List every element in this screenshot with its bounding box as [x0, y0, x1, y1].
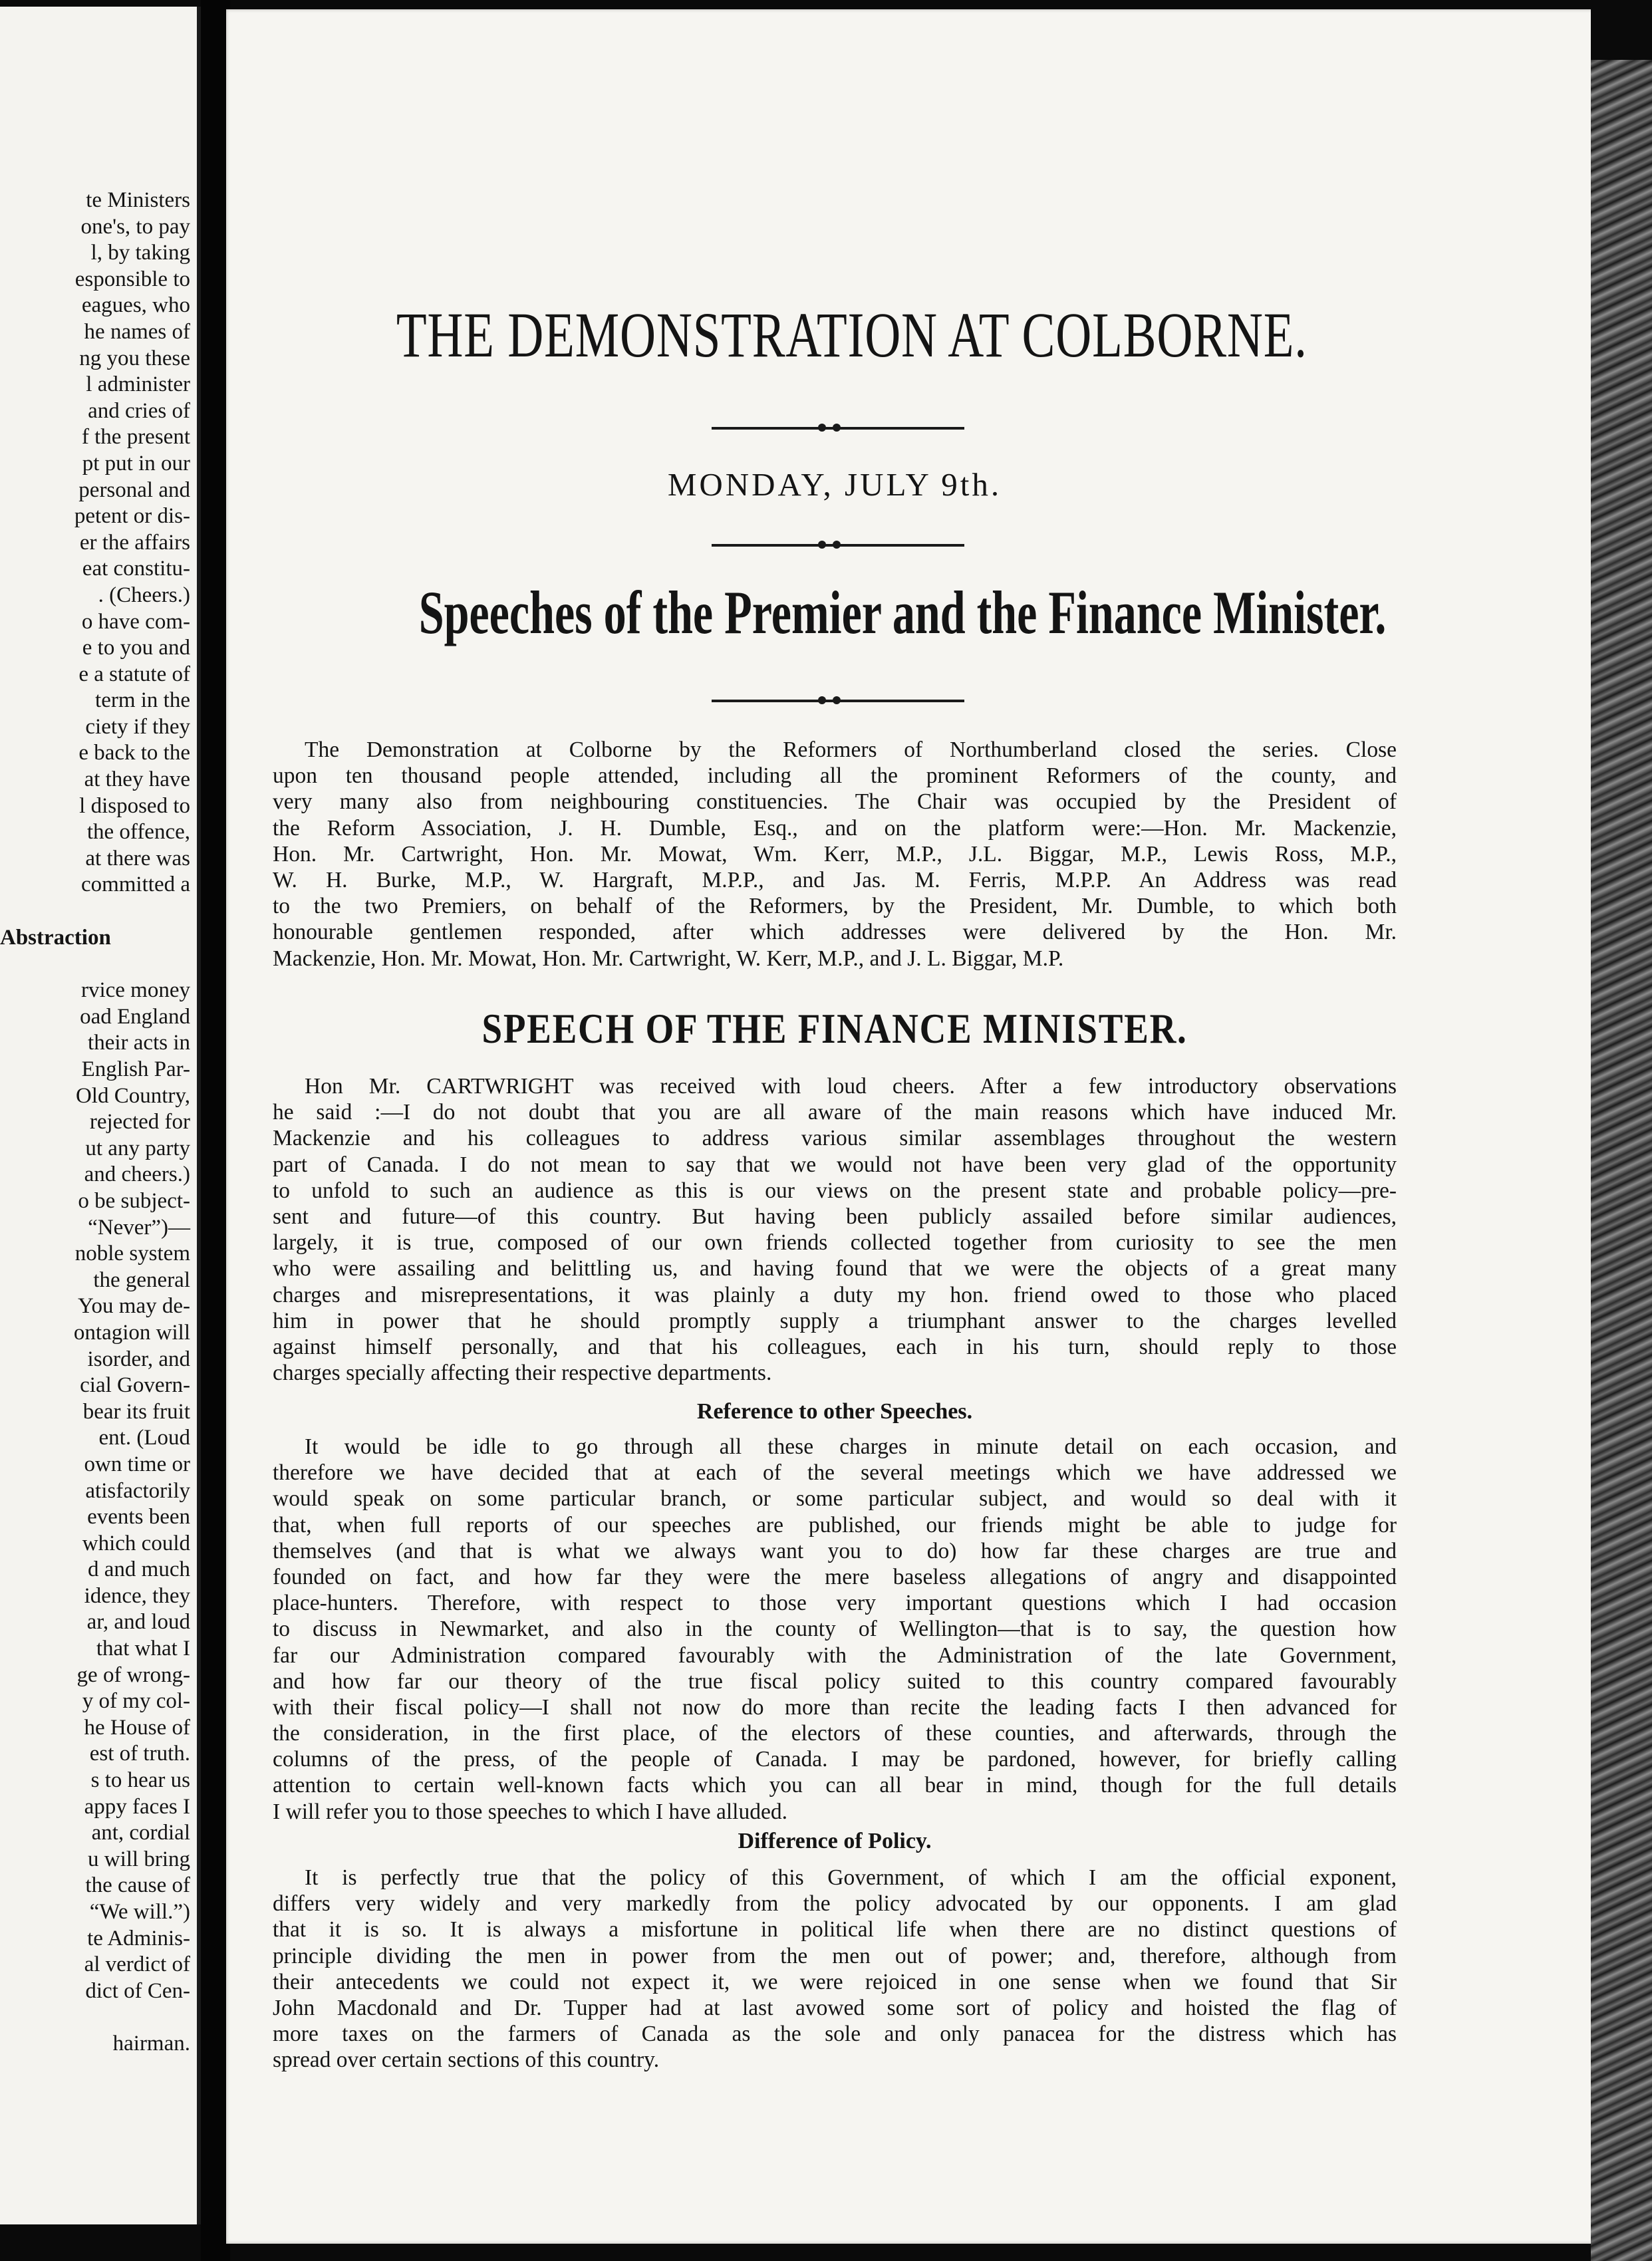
text-line: Hon. Mr. Cartwright, Hon. Mr. Mowat, Wm. Kerr, M.P., J.L. Biggar, M.P., Lewis Ross, M.P.,: [273, 841, 1397, 866]
speech-heading: SPEECH OF THE FINANCE MINISTER.: [482, 1005, 1188, 1052]
text-line: him in power that he should promptly supply a triumphant answer to the charges levelled: [273, 1308, 1397, 1333]
left-gap: [0, 952, 190, 978]
text-line: that it is so. It is always a misfortune in political life when there are no distinct questions of: [273, 1917, 1397, 1942]
left-text-line: English Par-: [81, 1057, 190, 1081]
left-text-line: o have com-: [81, 609, 190, 634]
left-text-line: one's, to pay: [80, 214, 190, 239]
left-text-line: ent. (Loud: [98, 1426, 190, 1450]
left-text-line: s to hear us: [90, 1768, 190, 1793]
left-text-line: he House of: [84, 1715, 190, 1740]
left-text-line: . (Cheers.): [98, 583, 190, 607]
text-line: founded on fact, and how far they were the mere baseless allegations of angry and disappointed: [273, 1564, 1397, 1589]
text-line: Mackenzie and his colleagues to address various similar assemblages throughout the western: [273, 1126, 1397, 1151]
left-text-line: ciety if they: [85, 714, 190, 739]
text-line: against himself personally, and that his colleagues, each in his turn, should reply to those: [273, 1334, 1397, 1359]
text-line: to discuss in Newmarket, and also in the county of Wellington—that is to say, the question how: [273, 1617, 1397, 1642]
subheading-reference: Reference to other Speeches.: [696, 1399, 973, 1424]
left-text-line: rejected for: [89, 1110, 190, 1134]
left-text-line: esponsible to: [74, 267, 190, 291]
left-section-heading: Abstraction: [0, 926, 111, 950]
book-edge-shadow: [1591, 0, 1652, 60]
text-line: The Demonstration at Colborne by the Reformers of Northumberland closed the series. Close: [305, 737, 1397, 762]
left-text-line: ge of wrong-: [76, 1662, 190, 1687]
left-page-fragment: [0, 7, 201, 2224]
left-text-line: events been: [87, 1505, 190, 1530]
left-text-line: al verdict of: [84, 1952, 190, 1977]
text-line: would speak on some particular branch, or some particular subject, and would so deal with it: [273, 1486, 1397, 1512]
left-text-line: You may de-: [78, 1294, 190, 1319]
ornamental-rule: [712, 544, 964, 547]
document-date: MONDAY, JULY 9th.: [667, 466, 1002, 503]
text-line: very many also from neighbouring constituencies. The Chair was occupied by the President of: [273, 789, 1397, 815]
left-text-line: at there was: [85, 846, 190, 870]
text-line: charges specially affecting their respective departments.: [273, 1361, 772, 1386]
left-text-line: oad England: [80, 1004, 190, 1029]
left-text-line: ng you these: [79, 346, 190, 370]
left-text-line: ontagion will: [73, 1320, 190, 1345]
left-text-line: ar, and loud: [86, 1610, 190, 1635]
left-text-line: their acts in: [88, 1031, 190, 1055]
left-text-line: eat constitu-: [82, 557, 190, 581]
left-text-line: the cause of: [85, 1873, 190, 1898]
document-subtitle: Speeches of the Premier and the Finance Minister.: [418, 579, 1387, 646]
ornamental-rule: [712, 700, 964, 702]
left-gap: [0, 898, 190, 925]
text-line: attention to certain well-known facts which you can all bear in mind, though for the full details: [273, 1773, 1397, 1798]
left-text-line: Old Country,: [75, 1083, 190, 1108]
text-line: who were assailing and belittling us, and having found that we were the objects of a great many: [273, 1256, 1397, 1281]
text-line: spread over certain sections of this country.: [273, 2048, 660, 2073]
left-text-line: eagues, who: [81, 293, 190, 318]
text-line: part of Canada. I do not mean to say that we would not have been very glad of the opportunity: [273, 1152, 1397, 1177]
left-text-line: rvice money: [80, 978, 190, 1003]
left-text-line: “Never”)—: [88, 1215, 190, 1240]
text-line: John Macdonald and Dr. Tupper had at last avowed some sort of policy and hoisted the flag of: [273, 1995, 1397, 2020]
left-text-line: e back to the: [78, 741, 190, 765]
left-text-line: noble system: [74, 1242, 190, 1266]
text-line: more taxes on the farmers of Canada as the sole and only panacea for the distress which has: [273, 2022, 1397, 2047]
left-text-line: e a statute of: [78, 662, 190, 686]
document-title: THE DEMONSTRATION AT COLBORNE.: [396, 299, 1308, 370]
intro-paragraph: [273, 737, 1397, 972]
text-line: sent and future—of this country. But having been publicly assailed before similar audiences,: [273, 1204, 1397, 1229]
text-line: Hon Mr. CARTWRIGHT was received with loud cheers. After a few introductory observations: [305, 1074, 1397, 1099]
left-text-line: cial Govern-: [80, 1373, 190, 1398]
text-line: charges and misrepresentations, it was plainly a duty my hon. friend owed to those who placed: [273, 1282, 1397, 1307]
left-text-line: d and much: [88, 1557, 190, 1582]
text-line: upon ten thousand people attended, including all the prominent Reformers of the county, and: [273, 763, 1397, 789]
left-text-line: he names of: [84, 319, 190, 344]
left-page-text: [0, 188, 190, 2058]
policy-paragraph: [273, 1865, 1397, 2073]
text-line: It is perfectly true that the policy of this Government, of which I am the official exponent,: [305, 1865, 1397, 1890]
left-text-line: committed a: [80, 872, 190, 897]
left-text-line: atisfactorily: [85, 1478, 190, 1503]
text-line: differs very widely and very markedly from the policy advocated by our opponents. I am glad: [273, 1891, 1397, 1917]
text-line: and how far our theory of the true fiscal policy suited to this country compared favourably: [273, 1668, 1397, 1694]
text-line: with their fiscal policy—I shall not now do more than recite the leading facts I then advanced for: [273, 1694, 1397, 1720]
text-line: largely, it is true, composed of our own friends collected together from curiosity to see the men: [273, 1230, 1397, 1256]
left-text-line: bear its fruit: [82, 1399, 190, 1424]
left-text-line: te Adminis-: [87, 1926, 190, 1950]
left-text-line: the offence,: [86, 820, 190, 845]
left-text-line: u will bring: [88, 1847, 190, 1871]
left-text-line: “We will.”): [89, 1900, 190, 1924]
left-text-line: f the present: [81, 425, 190, 450]
text-line: It would be idle to go through all these charges in minute detail on each occasion, and: [305, 1434, 1397, 1459]
text-line: principle dividing the men in power from the men out of power; and, therefore, although from: [273, 1943, 1397, 1968]
text-line: columns of the press, of the people of Canada. I may be pardoned, however, for briefly calling: [273, 1747, 1397, 1772]
left-text-line: that what I: [96, 1637, 190, 1661]
text-line: to unfold to such an audience as this is our views on the present state and probable policy—pre-: [273, 1178, 1397, 1203]
text-line: place-hunters. Therefore, with respect to those very important questions which I had occasion: [273, 1591, 1397, 1616]
left-text-line: own time or: [84, 1452, 190, 1476]
subheading-policy: Difference of Policy.: [738, 1829, 932, 1853]
left-text-line: o be subject-: [78, 1188, 190, 1213]
left-text-line: e to you and: [82, 636, 190, 660]
left-text-line: the general: [93, 1267, 190, 1292]
text-line: their antecedents we could not expect it, we were rejoiced in one sense when we found that Sir: [273, 1969, 1397, 1994]
left-text-line: te Ministers: [86, 188, 190, 212]
left-text-line: isorder, and: [87, 1347, 190, 1371]
left-text-line: and cries of: [88, 398, 190, 423]
left-text-line: [0, 2004, 190, 2031]
left-text-line: and cheers.): [84, 1162, 190, 1187]
left-text-line: dict of Cen-: [85, 1978, 190, 2003]
text-line: the Reform Association, J. H. Dumble, Esq., and on the platform were:—Hon. Mr. Mackenzie,: [273, 815, 1397, 841]
marbled-page-edge: [1591, 60, 1652, 2261]
left-text-line: at they have: [84, 767, 190, 792]
left-text-line: hairman.: [112, 2031, 190, 2056]
text-line: therefore we have decided that at each of the several meetings which we have addressed we: [273, 1460, 1397, 1486]
left-text-line: personal and: [78, 477, 190, 502]
text-line: honourable gentlemen responded, after which addresses were delivered by the Hon. Mr.: [273, 920, 1397, 945]
left-text-line: petent or dis-: [74, 504, 190, 529]
left-text-line: term in the: [95, 688, 190, 713]
left-text-line: which could: [82, 1531, 190, 1555]
left-text-line: y of my col-: [82, 1689, 190, 1714]
ornamental-rule: [712, 427, 964, 430]
text-line: W. H. Burke, M.P., W. Hargraft, M.P.P., and Jas. M. Ferris, M.P.P. An Address was read: [273, 867, 1397, 892]
left-text-line: l administer: [86, 372, 190, 397]
left-text-line: ut any party: [85, 1136, 190, 1160]
reference-paragraph: [273, 1434, 1397, 1825]
text-line: themselves (and that is what we always want you to do) how far these charges are true and: [273, 1538, 1397, 1563]
text-line: far our Administration compared favourably with the Administration of the late Government,: [273, 1643, 1397, 1668]
text-line: he said :—I do not doubt that you are all aware of the main reasons which have induced Mr.: [273, 1100, 1397, 1125]
text-line: Mackenzie, Hon. Mr. Mowat, Hon. Mr. Cartwright, W. Kerr, M.P., and J. L. Biggar, M.P.: [273, 946, 1064, 971]
left-text-line: ant, cordial: [91, 1821, 190, 1845]
left-text-line: l disposed to: [79, 793, 190, 818]
text-line: the consideration, in the first place, of the electors of these counties, and afterwards, through the: [273, 1721, 1397, 1746]
left-text-line: pt put in our: [82, 451, 190, 475]
left-text-line: est of truth.: [89, 1742, 190, 1766]
speech-paragraph: [273, 1073, 1397, 1386]
left-text-line: l, by taking: [90, 241, 190, 265]
text-line: that, when full reports of our speeches are published, our friends might be able to judge for: [273, 1512, 1397, 1537]
left-text-line: appy faces I: [84, 1794, 190, 1819]
text-line: to the two Premiers, on behalf of the Reformers, by the President, Mr. Dumble, to which both: [273, 894, 1397, 919]
left-text-line: er the affairs: [79, 530, 190, 555]
text-line: I will refer you to those speeches to which I have alluded.: [273, 1799, 787, 1824]
left-text-line: idence, they: [84, 1583, 190, 1608]
